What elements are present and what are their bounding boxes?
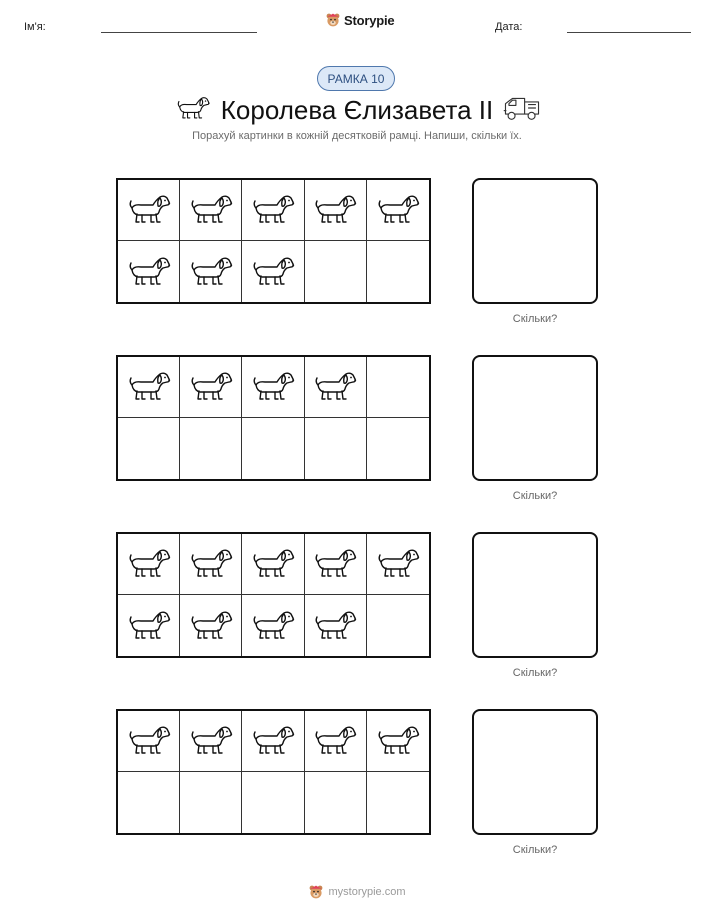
ten-frame-cell: [118, 241, 180, 302]
dog-icon: [250, 724, 296, 758]
ten-frame-cell: [305, 241, 367, 302]
dog-icon: [188, 547, 234, 581]
dog-icon: [375, 193, 421, 227]
answer-box[interactable]: [472, 355, 598, 481]
ten-frame-cell: [118, 357, 180, 418]
page-title: Королева Єлизавета II: [220, 95, 494, 125]
ten-frame-cell: [305, 772, 367, 833]
dog-icon: [312, 370, 358, 404]
ten-frame: [116, 355, 431, 481]
how-many-label: Скільки?: [512, 490, 558, 502]
ten-frame-cell: [242, 241, 304, 302]
logo-text: Storypie: [344, 12, 395, 28]
how-many-label: Скільки?: [512, 313, 558, 325]
ten-frame-cell: [180, 711, 242, 772]
ten-frame-cell: [242, 595, 304, 656]
ten-frame: [116, 709, 431, 835]
dog-icon: [188, 255, 234, 289]
ten-frame-cell: [367, 418, 429, 479]
footer: [0, 884, 714, 900]
ten-frame-cell: [118, 595, 180, 656]
ten-frame-cell: [367, 534, 429, 595]
ten-frame-cell: [367, 772, 429, 833]
dog-icon: [126, 609, 172, 643]
ten-frame-cell: [180, 772, 242, 833]
dog-icon: [250, 547, 296, 581]
answer-box[interactable]: [472, 709, 598, 835]
ten-frame-cell: [118, 418, 180, 479]
bear-mascot-icon: [308, 884, 324, 900]
date-label: Дата:: [495, 21, 523, 33]
dog-icon: [126, 547, 172, 581]
how-many-label: Скільки?: [512, 667, 558, 679]
storypie-logo: [325, 12, 394, 28]
ten-frame-cell: [242, 180, 304, 241]
dog-icon: [312, 609, 358, 643]
frame-badge: РАМКА 10: [317, 66, 395, 91]
ten-frame-cell: [305, 711, 367, 772]
ten-frame-cell: [118, 772, 180, 833]
ten-frame-cell: [242, 418, 304, 479]
name-write-line[interactable]: [101, 32, 257, 33]
dog-icon: [188, 370, 234, 404]
dog-icon: [312, 193, 358, 227]
ten-frame-cell: [305, 357, 367, 418]
ten-frame-cell: [367, 241, 429, 302]
ten-frame-cell: [242, 534, 304, 595]
answer-box[interactable]: [472, 178, 598, 304]
instructions: Порахуй картинки в кожній десятковій рамці. Напиши, скільки їх.: [192, 130, 522, 142]
ten-frame-cell: [367, 180, 429, 241]
ten-frame-cell: [242, 711, 304, 772]
dog-icon: [188, 193, 234, 227]
ten-frame-cell: [180, 357, 242, 418]
dog-icon: [250, 370, 296, 404]
name-label: Ім'я:: [24, 21, 46, 33]
ten-frame-cell: [180, 595, 242, 656]
dog-icon: [250, 255, 296, 289]
how-many-label: Скільки?: [512, 844, 558, 856]
dog-icon: [188, 724, 234, 758]
ten-frame-cell: [305, 534, 367, 595]
dog-icon: [312, 547, 358, 581]
dog-icon: [188, 609, 234, 643]
ten-frame-cell: [180, 534, 242, 595]
ten-frame: [116, 532, 431, 658]
answer-box[interactable]: [472, 532, 598, 658]
ten-frame-cell: [118, 711, 180, 772]
ten-frame-cell: [367, 595, 429, 656]
dog-icon: [312, 724, 358, 758]
ten-frame-cell: [180, 180, 242, 241]
ten-frame-cell: [367, 357, 429, 418]
dog-icon: [375, 547, 421, 581]
ten-frame-cell: [305, 595, 367, 656]
ten-frame-cell: [305, 180, 367, 241]
dog-icon: [250, 193, 296, 227]
ten-frame: [116, 178, 431, 304]
dog-icon: [250, 609, 296, 643]
ten-frame-cell: [305, 418, 367, 479]
ten-frame-cell: [118, 180, 180, 241]
bear-mascot-icon: [325, 12, 341, 28]
dog-icon: [126, 193, 172, 227]
ten-frame-cell: [180, 418, 242, 479]
dog-icon: [126, 255, 172, 289]
ten-frame-cell: [367, 711, 429, 772]
footer-url: mystorypie.com: [328, 886, 406, 898]
dog-icon: [126, 370, 172, 404]
dog-icon: [375, 724, 421, 758]
ten-frame-cell: [242, 357, 304, 418]
ten-frame-cell: [180, 241, 242, 302]
dog-icon: [126, 724, 172, 758]
date-write-line[interactable]: [567, 32, 691, 33]
truck-icon: [502, 93, 542, 123]
ten-frame-cell: [242, 772, 304, 833]
ten-frame-cell: [118, 534, 180, 595]
